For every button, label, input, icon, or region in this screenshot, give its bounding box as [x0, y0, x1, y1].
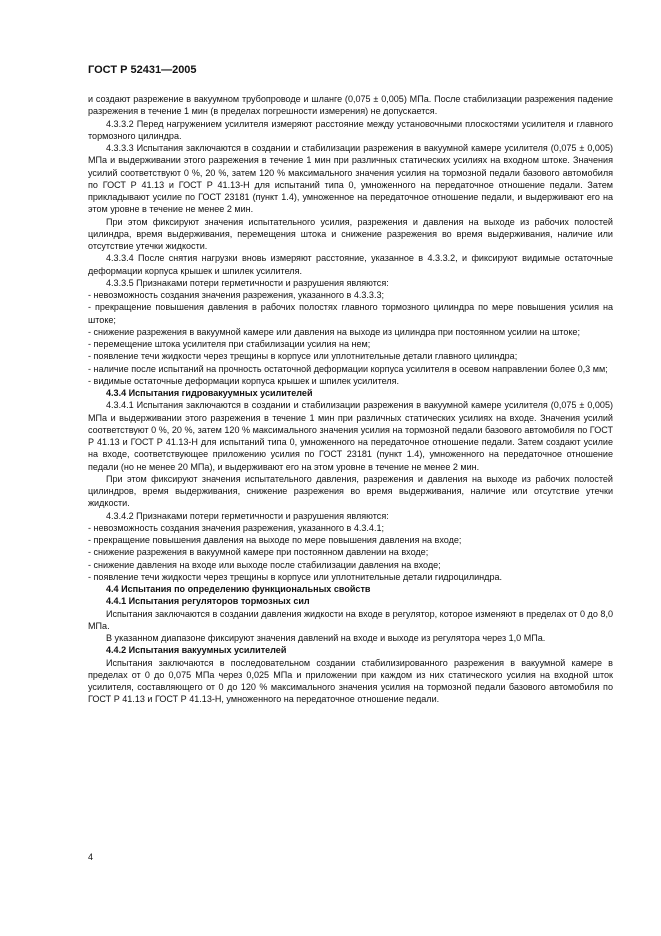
list-item: - невозможность создания значения разрежения, указанного в 4.3.3.3;	[88, 290, 385, 300]
paragraph: Испытания заключаются в последовательном создании стабилизированного разрежения в вакуумной камере в пределах от 0 до 0,075 МПа через 0,025 МПа и приложении при каждом из них статического усилия на входной шток усилителя, составляющего от 0 до 120 % максимального значения усилия на тормозной педали базового автомобиля по ГОСТ Р 41.13 и ГОСТ Р 41.13-Н, умноженного на передаточное отношение педали.	[88, 657, 613, 705]
paragraph: В указанном диапазоне фиксируют значения давлений на входе и выходе из регулятора через 1,0 МПа.	[106, 633, 546, 643]
page-number: 4	[88, 852, 94, 862]
paragraph: 4.3.4.1 Испытания заключаются в создании и стабилизации разрежения в вакуумной камере усилителя (0,075 ± 0,005) МПа и выдерживании этого разрежения в течение 1 мин при различных статических усилиях на входе. Значения усилий соответствуют 0 %, 20 %, затем 120 % максимального значения усилия на тормозной педали базового автомобиля по ГОСТ Р 41.13 и ГОСТ Р 41.13-Н для испытаний типа 0, умноженного на передаточное отношение педали. Затем создают усилие на входе, соответствующее приложению усилия по ГОСТ 23181 (пункт 1.4), умноженного на передаточное отношение педали (но не менее 20 МПа), и выдерживают его на этом уровне в течение не менее 2 мин.	[88, 400, 613, 472]
list-item: - снижение разрежения в вакуумной камере при постоянном давлении на входе;	[88, 547, 429, 558]
document-header: ГОСТ Р 52431—2005	[88, 64, 197, 76]
list-item: - перемещение штока усилителя при стабилизации усилия на нем;	[88, 339, 371, 349]
section-heading: 4.4.1 Испытания регуляторов тормозных сил	[106, 596, 310, 607]
paragraph: 4.3.4.2 Признаками потери герметичности и разрушения являются:	[106, 510, 389, 521]
list-item: - наличие после испытаний на прочность остаточной деформации корпуса усилителя в осевом направлении более 0,3 мм;	[88, 363, 608, 374]
paragraph: 4.3.3.4 После снятия нагрузки вновь измеряют расстояние, указанное в 4.3.3.2, и фиксируют видимые остаточные деформации корпуса крышек и шпилек усилителя.	[88, 253, 613, 276]
list-item: - прекращение повышения давления на выходе по мере повышения давления на входе;	[88, 535, 462, 545]
paragraph: Испытания заключаются в создании давления жидкости на входе в регулятор, которое изменяют в пределах от 0 до 8,0 МПа.	[88, 608, 613, 631]
list-item: - снижение давления на входе или выходе после стабилизации давления на входе;	[88, 559, 441, 570]
section-heading: 4.4.2 Испытания вакуумных усилителей	[106, 645, 287, 656]
list-item: - видимые остаточные деформации корпуса крышек и шпилек усилителя.	[88, 375, 400, 386]
section-heading: 4.4 Испытания по определению функциональных свойств	[106, 584, 371, 594]
list-item: - появление течи жидкости через трещины в корпусе или уплотнительные детали главного цилиндра;	[88, 351, 518, 362]
section-heading: 4.3.4 Испытания гидровакуумных усилителей	[106, 388, 313, 398]
document-body	[88, 93, 613, 706]
list-item: - появление течи жидкости через трещины в корпусе или уплотнительные детали гидроцилиндра.	[88, 571, 503, 582]
paragraph: При этом фиксируют значения испытательного усилия, разрежения и давления на выходе из рабочих полостей цилиндра, время выдерживания, перемещения штока и снижение разрежения во время выдерживания, наличие или отсутствие утечки жидкости.	[88, 216, 613, 251]
paragraph: 4.3.3.3 Испытания заключаются в создании и стабилизации разрежения в вакуумной камере усилителя (0,075 ± 0,005) МПа и выдерживании этого разрежения в течение 1 мин при различных статических усилиях на входном штоке. Значения усилий соответствуют 0 %, 20 %, затем 120 % максимального значения усилия на тормозной педали базового автомобиля по ГОСТ Р 41.13 и ГОСТ Р 41.13-Н для испытаний типа 0, умноженного на передаточное отношение педали. Затем прикладывают усилие по ГОСТ 23181 (пункт 1.4), умноженное на передаточное отношение педали, и выдерживают его на этом уровне в течение не менее 2 мин.	[88, 143, 613, 215]
paragraph: и создают разрежение в вакуумном трубопроводе и шланге (0,075 ± 0,005) МПа. После стабилизации разрежения падение разрежения в течение 1 мин (в пределах погрешности измерения) не допускается.	[88, 94, 613, 117]
list-item: - невозможность создания значения разрежения, указанного в 4.3.4.1;	[88, 522, 385, 533]
paragraph: 4.3.3.5 Признаками потери герметичности и разрушения являются:	[106, 277, 389, 288]
paragraph: 4.3.3.2 Перед нагружением усилителя измеряют расстояние между установочными плоскостями усилителя и главного тормозного цилиндра.	[88, 118, 613, 141]
list-item: - снижение разрежения в вакуумной камере или давления на выходе из цилиндра при постоянном усилии на штоке;	[88, 326, 580, 337]
list-item: - прекращение повышения давления в рабочих полостях главного тормозного цилиндра по мере повышения усилия на штоке;	[88, 302, 613, 325]
paragraph: При этом фиксируют значения испытательного давления, разрежения и давления на выходе из рабочих полостей цилиндров, время выдерживания, снижение разрежения во время выдерживания, наличие или отсутствие утечки жидкости.	[88, 473, 613, 509]
